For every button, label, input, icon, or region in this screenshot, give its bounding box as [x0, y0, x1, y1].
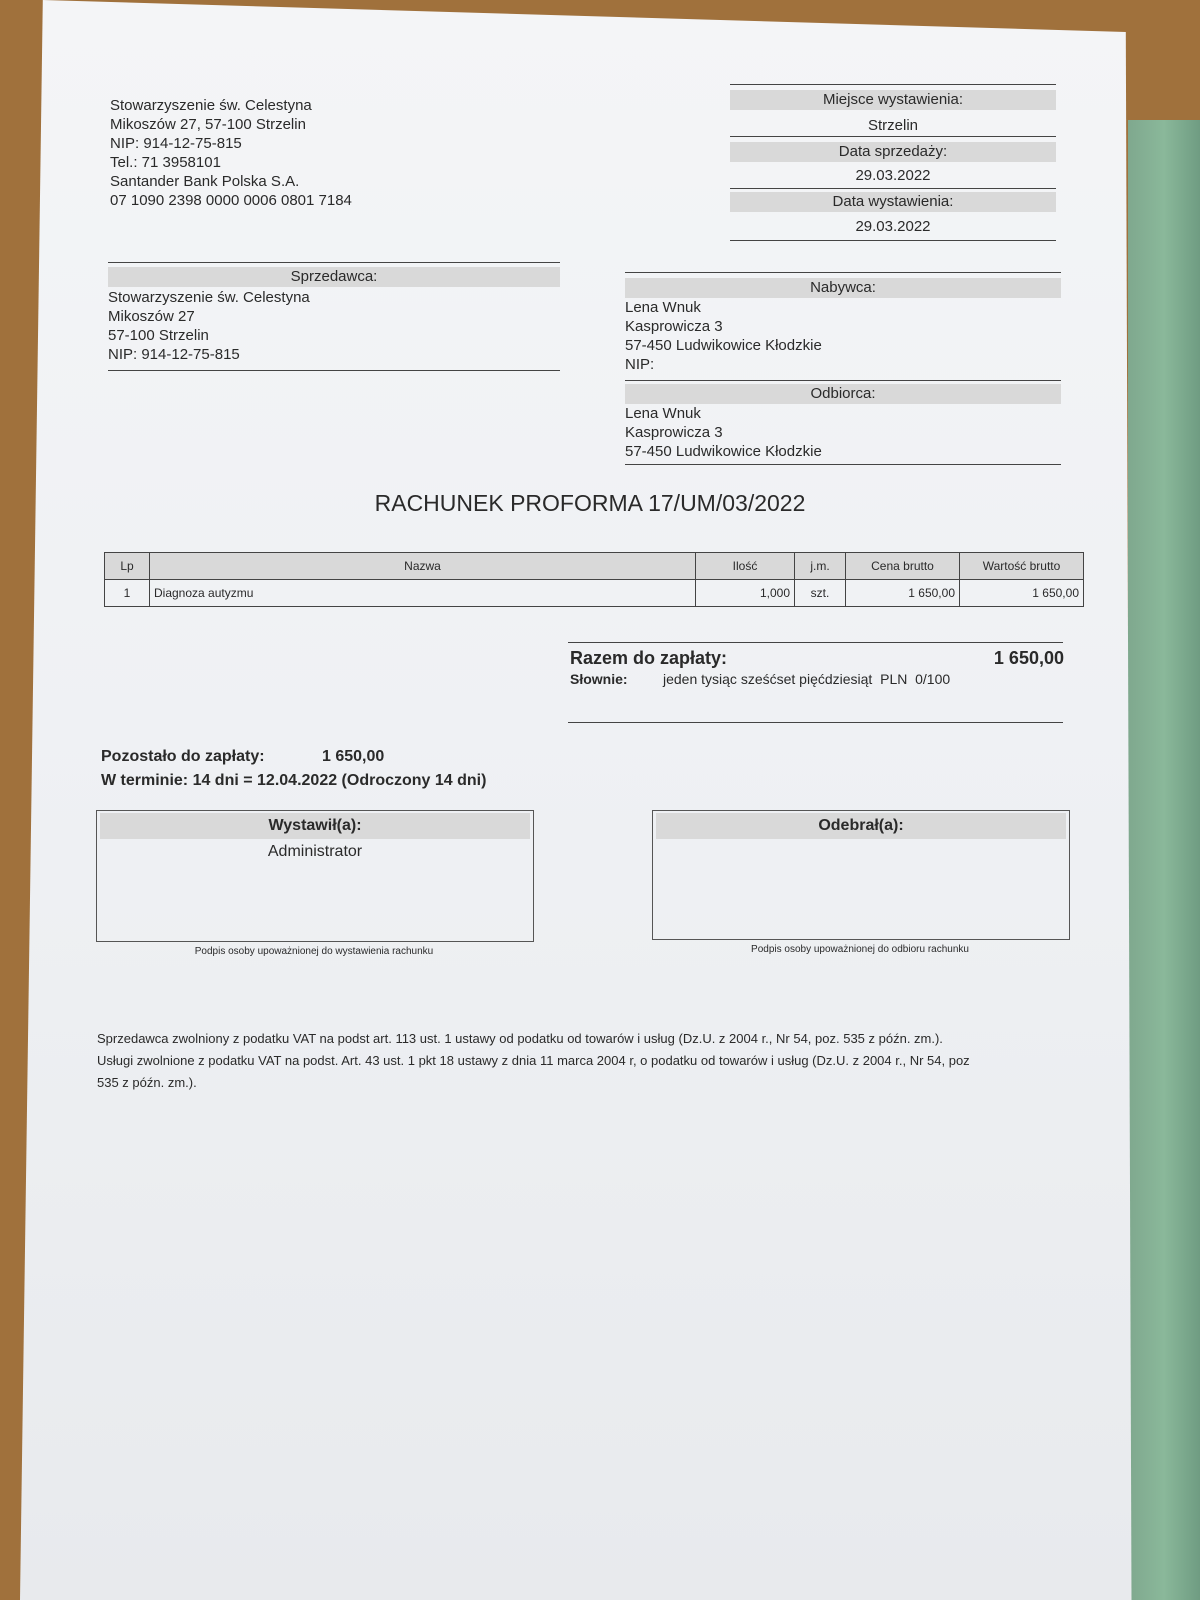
- column-header-quantity: Ilość: [696, 553, 795, 580]
- seller-header-line: Stowarzyszenie św. Celestyna: [110, 97, 312, 114]
- receiver-signature-box: [652, 810, 1070, 940]
- table-row: [105, 580, 1084, 607]
- seller-line: NIP: 914-12-75-815: [108, 346, 240, 363]
- issuer-signature-box: [96, 810, 534, 942]
- issue-date-value: 29.03.2022: [855, 218, 931, 235]
- place-label: Miejsce wystawienia:: [730, 90, 1056, 110]
- legal-note: [97, 1028, 1097, 1094]
- legal-line: Sprzedawca zwolniony z podatku VAT na podst art. 113 ust. 1 ustawy od podatku od towarów i usług (Dz.U. z 2004 r., Nr 54, poz. 535 z późn. zm.).: [97, 1031, 943, 1046]
- seller-header: [110, 96, 352, 210]
- receiver-caption: Podpis osoby upoważnionej do odbioru rachunku: [751, 944, 969, 955]
- cell-unit-price: 1 650,00: [846, 580, 960, 607]
- recipient-label: Odbiorca:: [625, 384, 1061, 404]
- legal-line: 535 z późn. zm.).: [97, 1075, 197, 1090]
- column-header-name: Nazwa: [150, 553, 696, 580]
- issuer-label: Wystawił(a):: [100, 813, 530, 839]
- receiver-label: Odebrał(a):: [656, 813, 1066, 839]
- words-label: Słownie:: [570, 671, 628, 687]
- seller-line: Mikoszów 27: [108, 308, 195, 325]
- column-header-unit: j.m.: [795, 553, 846, 580]
- recipient-line: 57-450 Ludwikowice Kłodzkie: [625, 443, 822, 460]
- total-value: 1 650,00: [993, 648, 1064, 668]
- issuer-value: Administrator: [267, 843, 363, 860]
- cell-value: 1 650,00: [960, 580, 1084, 607]
- seller-header-line: Santander Bank Polska S.A.: [110, 173, 300, 190]
- seller-line: Stowarzyszenie św. Celestyna: [108, 289, 310, 306]
- issuer-caption: Podpis osoby upoważnionej do wystawienia rachunku: [194, 946, 434, 957]
- seller-header-line: Mikoszów 27, 57-100 Strzelin: [110, 116, 306, 133]
- sale-date-value: 29.03.2022: [855, 167, 931, 184]
- sale-date-label: Data sprzedaży:: [730, 142, 1056, 162]
- buyer-line: NIP:: [625, 356, 655, 373]
- desk-background: [1128, 120, 1200, 1600]
- place-value: Strzelin: [867, 117, 919, 134]
- buyer-label: Nabywca:: [625, 278, 1061, 298]
- seller-label: Sprzedawca:: [108, 267, 560, 287]
- column-header-lp: Lp: [105, 553, 150, 580]
- remaining-label: Pozostało do zapłaty:: [101, 748, 265, 765]
- buyer-line: 57-450 Ludwikowice Kłodzkie: [625, 337, 822, 354]
- seller-header-line: NIP: 914-12-75-815: [110, 135, 242, 152]
- seller-line: 57-100 Strzelin: [108, 327, 209, 344]
- legal-line: Usługi zwolnione z podatku VAT na podst. Art. 43 ust. 1 pkt 18 ustawy z dnia 11 marca 2004 r, o podatku od towarów i usług (Dz.U. z 2004 r., Nr 54, poz: [97, 1053, 970, 1068]
- buyer-line: Kasprowicza 3: [625, 318, 723, 335]
- cell-quantity: 1,000: [696, 580, 795, 607]
- total-label: Razem do zapłaty:: [570, 648, 728, 668]
- words-value: jeden tysiąc sześćset pięćdziesiąt PLN 0/100: [663, 671, 951, 687]
- recipient-line: Kasprowicza 3: [625, 424, 723, 441]
- cell-unit: szt.: [795, 580, 846, 607]
- cell-lp: 1: [105, 580, 150, 607]
- document-title: RACHUNEK PROFORMA 17/UM/03/2022: [374, 490, 806, 516]
- buyer-line: Lena Wnuk: [625, 299, 701, 316]
- recipient-line: Lena Wnuk: [625, 405, 701, 422]
- seller-header-line: Tel.: 71 3958101: [110, 154, 221, 171]
- column-header-value: Wartość brutto: [960, 553, 1084, 580]
- items-table: [104, 552, 1084, 607]
- issue-date-label: Data wystawienia:: [730, 192, 1056, 212]
- cell-name: Diagnoza autyzmu: [150, 580, 696, 607]
- seller-header-line: 07 1090 2398 0000 0006 0801 7184: [110, 192, 352, 209]
- table-header-row: [105, 553, 1084, 580]
- column-header-unit-price: Cena brutto: [846, 553, 960, 580]
- remaining-value: 1 650,00: [322, 748, 385, 765]
- payment-term: W terminie: 14 dni = 12.04.2022 (Odroczony 14 dni): [101, 772, 487, 789]
